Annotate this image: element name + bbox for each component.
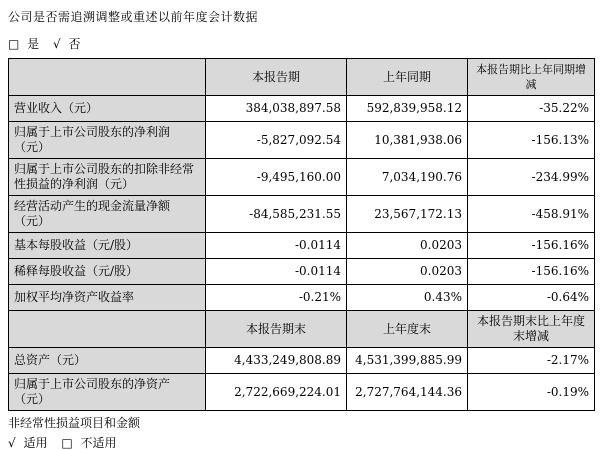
- change-value: -156.13%: [468, 122, 595, 159]
- corner-cell: [9, 311, 206, 348]
- prior-period-value: 0.0203: [347, 259, 468, 285]
- header-current-period-end: 本报告期末: [206, 311, 347, 348]
- section-question-title: 公司是否需追溯调整或重述以前年度会计数据: [8, 10, 259, 24]
- prior-period-value: 4,531,399,885.99: [347, 348, 468, 374]
- current-period-value: -0.0114: [206, 233, 347, 259]
- change-value: -0.19%: [468, 374, 595, 411]
- change-value: -35.22%: [468, 96, 595, 122]
- current-period-value: -84,585,231.55: [206, 196, 347, 233]
- current-period-value: -0.0114: [206, 259, 347, 285]
- header-period-change: 本报告期比上年同期增减: [468, 59, 595, 96]
- row-label: 加权平均净资产收益率: [9, 285, 206, 311]
- header-prior-period: 上年同期: [347, 59, 468, 96]
- row-label: 稀释每股收益（元/股）: [9, 259, 206, 285]
- row-label: 营业收入（元）: [9, 96, 206, 122]
- corner-cell: [9, 59, 206, 96]
- change-value: -234.99%: [468, 159, 595, 196]
- change-value: -156.16%: [468, 259, 595, 285]
- header-current-period: 本报告期: [206, 59, 347, 96]
- change-value: -2.17%: [468, 348, 595, 374]
- table-row: [9, 159, 595, 196]
- checkbox-unchecked-icon: □: [8, 37, 20, 51]
- row-label: 经营活动产生的现金流量净额（元）: [9, 196, 206, 233]
- table-row: [9, 348, 595, 374]
- applicable-choice-line: [8, 436, 594, 450]
- header-yearend-change: 本报告期末比上年度末增减: [468, 311, 595, 348]
- row-label: 基本每股收益（元/股）: [9, 233, 206, 259]
- table-row: [9, 285, 595, 311]
- footer-section-title: 非经常性损益项目和金额: [8, 416, 141, 430]
- checkbox-unchecked-icon: □: [61, 436, 73, 450]
- row-label: 归属于上市公司股东的净资产（元）: [9, 374, 206, 411]
- prior-period-value: 23,567,172.13: [347, 196, 468, 233]
- table-row: [9, 196, 595, 233]
- table-row: [9, 96, 595, 122]
- prior-period-value: 0.0203: [347, 233, 468, 259]
- not-applicable-label: 不适用: [80, 436, 117, 450]
- current-period-value: 2,722,669,224.01: [206, 374, 347, 411]
- current-period-value: -5,827,092.54: [206, 122, 347, 159]
- row-label: 归属于上市公司股东的净利润（元）: [9, 122, 206, 159]
- key-accounting-data-table: [8, 58, 595, 411]
- yes-no-choice-line: [8, 37, 594, 51]
- yes-label: 是: [27, 37, 40, 51]
- period-header-row: [9, 59, 595, 96]
- change-value: -0.64%: [468, 285, 595, 311]
- prior-period-value: 10,381,938.06: [347, 122, 468, 159]
- current-period-value: -0.21%: [206, 285, 347, 311]
- current-period-value: 384,038,897.58: [206, 96, 347, 122]
- table-row: [9, 122, 595, 159]
- table-row: [9, 233, 595, 259]
- yearend-header-row: [9, 311, 595, 348]
- change-value: -156.16%: [468, 233, 595, 259]
- no-label: 否: [68, 37, 81, 51]
- change-value: -458.91%: [468, 196, 595, 233]
- table-row: [9, 374, 595, 411]
- current-period-value: -9,495,160.00: [206, 159, 347, 196]
- prior-period-value: 592,839,958.12: [347, 96, 468, 122]
- applicable-label: 适用: [23, 436, 48, 450]
- prior-period-value: 0.43%: [347, 285, 468, 311]
- row-label: 总资产（元）: [9, 348, 206, 374]
- check-mark-icon: √: [8, 436, 16, 450]
- prior-period-value: 2,727,764,144.36: [347, 374, 468, 411]
- prior-period-value: 7,034,190.76: [347, 159, 468, 196]
- header-prior-year-end: 上年度末: [347, 311, 468, 348]
- table-row: [9, 259, 595, 285]
- check-mark-icon: √: [53, 37, 61, 51]
- current-period-value: 4,433,249,808.89: [206, 348, 347, 374]
- row-label: 归属于上市公司股东的扣除非经常性损益的净利润（元）: [9, 159, 206, 196]
